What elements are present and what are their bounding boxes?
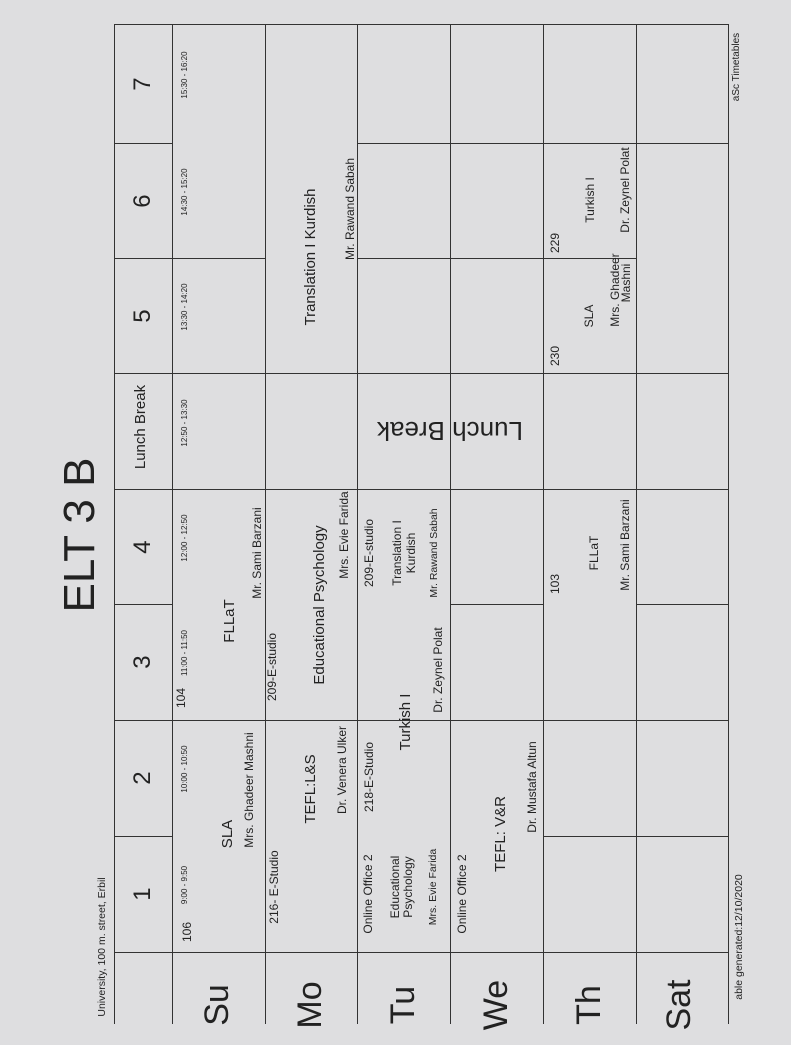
- day-we: We: [477, 979, 515, 1031]
- period-time-lunch: 12:50 - 13:30: [180, 399, 189, 447]
- period-header-lunch: Lunch Break: [132, 384, 149, 470]
- period-time-7: 15:30 - 16:20: [180, 51, 189, 99]
- period-time-2: 10:00 - 10:50: [180, 745, 189, 793]
- period-time-5: 13:30 - 14:20: [180, 283, 189, 331]
- school-address: University, 100 m. street, Erbil: [96, 877, 108, 1017]
- period-header-2: 2: [129, 771, 156, 785]
- period-time-6: 14:30 - 15:20: [180, 168, 189, 216]
- day-mo: Mo: [291, 981, 329, 1029]
- timetable-title: ELT 3 B: [55, 457, 104, 613]
- period-time-3: 11:00 - 11:50: [180, 630, 189, 676]
- period-time-4: 12:00 - 12:50: [180, 514, 189, 562]
- period-header-5: 5: [129, 309, 156, 323]
- asc-credit: aSc Timetables: [731, 32, 742, 102]
- period-header-7: 7: [129, 77, 156, 91]
- day-su: Su: [198, 984, 236, 1026]
- period-header-1: 1: [129, 887, 156, 901]
- day-sat: Sat: [660, 979, 698, 1031]
- period-header-6: 6: [129, 194, 156, 208]
- period-time-1: 9:00 - 9:50: [180, 865, 189, 905]
- day-th: Th: [570, 985, 608, 1025]
- generated-date: able generated:12/10/2020: [733, 874, 745, 1000]
- period-header-3: 3: [129, 655, 156, 669]
- period-header-4: 4: [129, 540, 156, 554]
- lunch-break-label: Lunch Break: [377, 416, 523, 446]
- day-tu: Tu: [384, 985, 422, 1025]
